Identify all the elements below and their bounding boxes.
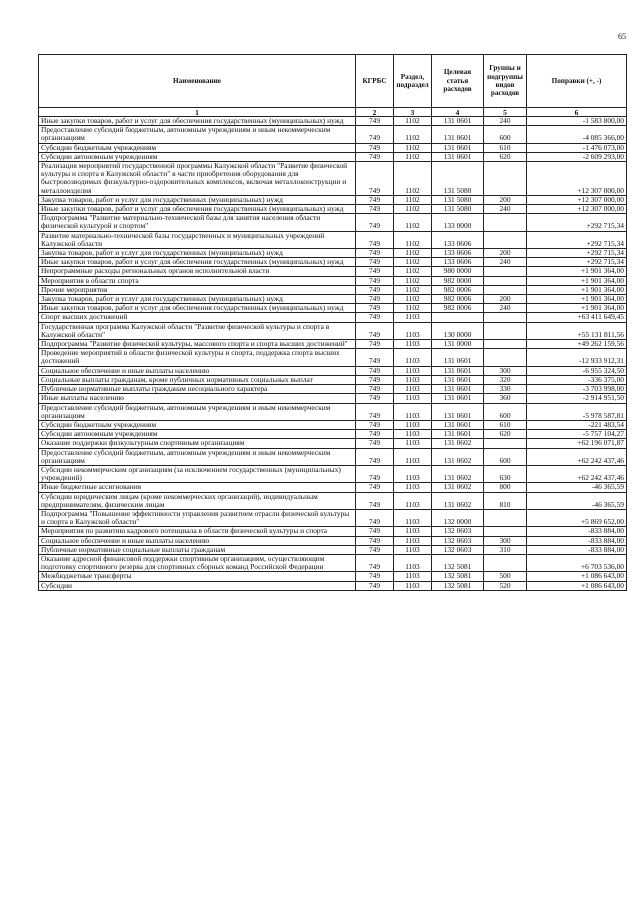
cell-expense-group [484,527,527,536]
cell-kgrbs: 749 [356,366,394,375]
cell-section: 1103 [394,349,432,366]
table-row [39,322,627,339]
table-row [39,267,627,276]
cell-expense-group: 240 [484,117,527,126]
cell-section: 1102 [394,249,432,258]
cell-name: Иные закупки товаров, работ и услуг для обеспечения государственных (муниципальных) нужд [39,205,356,214]
cell-kgrbs: 749 [356,509,394,526]
table-row [39,366,627,375]
cell-section: 1102 [394,231,432,248]
cell-amount: -833 884,00 [527,536,627,545]
cell-target-article: 131 0601 [432,403,484,420]
cell-kgrbs: 749 [356,430,394,439]
column-number: 6 [527,108,627,117]
cell-target-article: 133 0606 [432,258,484,267]
table-row [39,509,627,526]
cell-target-article: 131 0601 [432,366,484,375]
table-row [39,162,627,196]
cell-name: Иные бюджетные ассигнования [39,483,356,492]
cell-expense-group: 600 [484,403,527,420]
cell-expense-group: 800 [484,483,527,492]
cell-section: 1103 [394,366,432,375]
table-row [39,143,627,152]
cell-section: 1103 [394,483,432,492]
cell-kgrbs: 749 [356,349,394,366]
cell-amount: -2 609 293,00 [527,152,627,161]
header-section: Раздел, подраздел [394,55,432,108]
cell-section: 1102 [394,205,432,214]
cell-expense-group: 200 [484,295,527,304]
column-number: 5 [484,108,527,117]
cell-amount: +1 901 364,00 [527,267,627,276]
cell-expense-group: 200 [484,195,527,204]
cell-name: Субсидии автономным учреждениям [39,152,356,161]
cell-section: 1103 [394,322,432,339]
cell-kgrbs: 749 [356,483,394,492]
cell-section: 1103 [394,394,432,403]
cell-target-article: 132 5081 [432,572,484,581]
cell-target-article: 131 0602 [432,465,484,482]
cell-amount: -6 955 324,50 [527,366,627,375]
cell-kgrbs: 749 [356,545,394,554]
cell-expense-group: 620 [484,152,527,161]
cell-target-article: 131 0601 [432,394,484,403]
cell-expense-group: 310 [484,545,527,554]
cell-expense-group: 330 [484,385,527,394]
cell-name: Закупка товаров, работ и услуг для государственных (муниципальных) нужд [39,295,356,304]
cell-expense-group: 500 [484,572,527,581]
cell-kgrbs: 749 [356,205,394,214]
cell-expense-group [484,322,527,339]
cell-kgrbs: 749 [356,492,394,509]
cell-name: Иные закупки товаров, работ и услуг для обеспечения государственных (муниципальных) нужд [39,117,356,126]
column-number: 4 [432,108,484,117]
cell-name: Подпрограмма "Развитие физической культуры, массового спорта и спорта высших достижений" [39,340,356,349]
cell-expense-group: 810 [484,492,527,509]
cell-kgrbs: 749 [356,304,394,313]
table-row [39,492,627,509]
cell-name: Публичные нормативные социальные выплаты гражданам [39,545,356,554]
cell-target-article: 131 5080 [432,205,484,214]
cell-expense-group: 360 [484,394,527,403]
table-row [39,394,627,403]
cell-kgrbs: 749 [356,403,394,420]
cell-name: Иные выплаты населению [39,394,356,403]
cell-expense-group: 300 [484,536,527,545]
cell-target-article: 131 0602 [432,439,484,448]
cell-target-article: 982 0006 [432,304,484,313]
cell-name: Субсидии бюджетным учреждениям [39,420,356,429]
cell-target-article: 133 0000 [432,214,484,231]
cell-name: Межбюджетные трансферты [39,572,356,581]
cell-amount: -1 583 800,00 [527,117,627,126]
cell-kgrbs: 749 [356,394,394,403]
cell-kgrbs: 749 [356,385,394,394]
cell-amount: -5 757 104,27 [527,430,627,439]
cell-kgrbs: 749 [356,195,394,204]
cell-kgrbs: 749 [356,126,394,143]
cell-section: 1102 [394,162,432,196]
cell-target-article: 132 5081 [432,554,484,571]
header-expense-group: Группы и подгруппы видов расходов [484,55,527,108]
cell-expense-group: 520 [484,581,527,590]
cell-expense-group [484,214,527,231]
cell-section: 1103 [394,375,432,384]
cell-section: 1102 [394,214,432,231]
cell-section: 1103 [394,509,432,526]
cell-amount: +292 715,34 [527,231,627,248]
header-kgrbs: КГРБС [356,55,394,108]
cell-kgrbs: 749 [356,554,394,571]
table-row [39,448,627,465]
cell-target-article: 982 0006 [432,285,484,294]
cell-amount: +12 307 000,00 [527,195,627,204]
cell-name: Предоставление субсидий бюджетным, автономным учреждениям и иным некоммерческим организациям [39,403,356,420]
cell-amount: -1 476 073,00 [527,143,627,152]
cell-name: Прочие мероприятия [39,285,356,294]
cell-target-article: 132 5081 [432,581,484,590]
cell-section: 1102 [394,117,432,126]
cell-target-article: 133 0606 [432,231,484,248]
cell-expense-group [484,231,527,248]
cell-amount: -46 365,59 [527,492,627,509]
cell-amount: -5 978 587,81 [527,403,627,420]
cell-expense-group [484,340,527,349]
cell-kgrbs: 749 [356,117,394,126]
cell-section: 1102 [394,304,432,313]
cell-target-article: 131 0601 [432,152,484,161]
cell-amount: -833 884,00 [527,545,627,554]
cell-amount: +62 242 437,46 [527,465,627,482]
cell-name: Закупка товаров, работ и услуг для государственных (муниципальных) нужд [39,195,356,204]
cell-amount: +5 869 652,00 [527,509,627,526]
cell-section: 1103 [394,313,432,322]
cell-kgrbs: 749 [356,448,394,465]
cell-name: Непрограммные расходы региональных органов исполнительной власти [39,267,356,276]
header-amendments: Поправки (+, -) [527,55,627,108]
cell-amount: +12 307 000,00 [527,205,627,214]
cell-target-article: 131 0601 [432,385,484,394]
cell-section: 1102 [394,295,432,304]
cell-section: 1103 [394,545,432,554]
cell-amount: +49 262 159,56 [527,340,627,349]
cell-target-article: 131 0601 [432,375,484,384]
cell-kgrbs: 749 [356,258,394,267]
cell-expense-group: 600 [484,126,527,143]
cell-target-article: 131 5080 [432,195,484,204]
column-number: 3 [394,108,432,117]
cell-amount: +62 196 071,87 [527,439,627,448]
cell-target-article: 131 0000 [432,340,484,349]
cell-amount: -4 085 366,00 [527,126,627,143]
cell-name: Оказание поддержки физкультурным спортивным организациям [39,439,356,448]
cell-amount: +1 901 364,00 [527,295,627,304]
cell-target-article: 132 0000 [432,509,484,526]
cell-amount: -221 483,54 [527,420,627,429]
cell-section: 1103 [394,403,432,420]
cell-expense-group [484,162,527,196]
cell-kgrbs: 749 [356,313,394,322]
table-row [39,231,627,248]
cell-target-article: 131 0601 [432,420,484,429]
cell-name: Развитие материально-технической базы государственных и муниципальных учреждений Калужской области [39,231,356,248]
cell-kgrbs: 749 [356,231,394,248]
cell-name: Мероприятия по развитию кадрового потенциала в области физической культуры и спорта [39,527,356,536]
table-row [39,465,627,482]
cell-kgrbs: 749 [356,375,394,384]
cell-name: Реализация мероприятий государственной программы Калужской области "Развитие физической культуры и спорта в Калужской области" в части приобретения оборудования для быстровозводимых физкультурно-оздоровительных комплексов, включая металлоконструкции и металлоизделия [39,162,356,196]
cell-expense-group: 610 [484,143,527,152]
cell-amount: +292 715,34 [527,258,627,267]
cell-name: Социальное обеспечение и иные выплаты населению [39,366,356,375]
cell-name: Иные закупки товаров, работ и услуг для обеспечения государственных (муниципальных) нужд [39,258,356,267]
cell-amount: +63 411 649,45 [527,313,627,322]
cell-expense-group: 320 [484,375,527,384]
header-target-article: Целевая статья расходов [432,55,484,108]
cell-name: Субсидии бюджетным учреждениям [39,143,356,152]
cell-section: 1103 [394,554,432,571]
table-row [39,385,627,394]
cell-section: 1102 [394,152,432,161]
cell-kgrbs: 749 [356,581,394,590]
header-name: Наименование [39,55,356,108]
cell-section: 1103 [394,430,432,439]
page-number: 65 [618,32,626,41]
table-row [39,572,627,581]
cell-section: 1103 [394,340,432,349]
table-row [39,554,627,571]
cell-target-article: 132 0603 [432,545,484,554]
table-row [39,439,627,448]
column-number: 2 [356,108,394,117]
cell-kgrbs: 749 [356,465,394,482]
cell-expense-group: 200 [484,249,527,258]
cell-target-article [432,313,484,322]
cell-name: Социальное обеспечение и иные выплаты населению [39,536,356,545]
cell-amount: +6 703 536,00 [527,554,627,571]
cell-kgrbs: 749 [356,340,394,349]
cell-kgrbs: 749 [356,420,394,429]
cell-kgrbs: 749 [356,285,394,294]
cell-name: Субсидии некоммерческим организациям (за исключением государственных (муниципальных) учреждений) [39,465,356,482]
cell-name: Социальные выплаты гражданам, кроме публичных нормативных социальных выплат [39,375,356,384]
cell-target-article: 980 0000 [432,267,484,276]
cell-target-article: 131 0601 [432,117,484,126]
cell-kgrbs: 749 [356,295,394,304]
cell-amount: -3 703 998,00 [527,385,627,394]
cell-section: 1103 [394,581,432,590]
cell-section: 1102 [394,276,432,285]
cell-kgrbs: 749 [356,439,394,448]
cell-name: Спорт высших достижений [39,313,356,322]
cell-kgrbs: 749 [356,322,394,339]
cell-expense-group [484,554,527,571]
table-row [39,214,627,231]
cell-section: 1103 [394,536,432,545]
cell-kgrbs: 749 [356,249,394,258]
cell-expense-group [484,509,527,526]
cell-expense-group [484,439,527,448]
cell-section: 1103 [394,572,432,581]
cell-name: Проведение мероприятий в области физической культуры и спорта, поддержка спорта высших достижений [39,349,356,366]
cell-kgrbs: 749 [356,162,394,196]
cell-expense-group: 630 [484,465,527,482]
table-row [39,483,627,492]
cell-target-article: 131 0601 [432,430,484,439]
cell-amount: +62 242 437,46 [527,448,627,465]
cell-kgrbs: 749 [356,527,394,536]
column-number: 1 [39,108,356,117]
table-header-row [39,55,627,108]
cell-target-article: 133 0606 [432,249,484,258]
table-row [39,276,627,285]
cell-name: Мероприятия в области спорта [39,276,356,285]
cell-kgrbs: 749 [356,276,394,285]
cell-section: 1103 [394,492,432,509]
cell-name: Субсидии автономным учреждениям [39,430,356,439]
cell-section: 1102 [394,267,432,276]
cell-amount: +55 131 811,56 [527,322,627,339]
cell-expense-group: 600 [484,448,527,465]
cell-section: 1102 [394,195,432,204]
cell-amount: +12 307 000,00 [527,162,627,196]
cell-name: Субсидии [39,581,356,590]
cell-expense-group: 240 [484,258,527,267]
cell-amount: +1 901 364,00 [527,304,627,313]
budget-amendments-table [38,54,627,591]
cell-amount: +1 086 643,00 [527,581,627,590]
cell-kgrbs: 749 [356,536,394,545]
cell-expense-group: 240 [484,304,527,313]
cell-amount: +1 901 364,00 [527,285,627,294]
cell-amount: -12 933 912,31 [527,349,627,366]
cell-expense-group [484,313,527,322]
cell-section: 1103 [394,527,432,536]
cell-amount: +292 715,34 [527,249,627,258]
cell-section: 1103 [394,465,432,482]
cell-target-article: 132 0603 [432,527,484,536]
table-row [39,403,627,420]
cell-amount: -2 914 951,50 [527,394,627,403]
cell-expense-group [484,349,527,366]
cell-target-article: 132 0603 [432,536,484,545]
table-row [39,126,627,143]
cell-amount: +292 715,34 [527,214,627,231]
cell-section: 1103 [394,448,432,465]
cell-kgrbs: 749 [356,152,394,161]
cell-kgrbs: 749 [356,267,394,276]
cell-expense-group: 610 [484,420,527,429]
cell-section: 1102 [394,126,432,143]
cell-amount: -833 884,00 [527,527,627,536]
cell-name: Предоставление субсидий бюджетным, автономным учреждениям и иным некоммерческим организациям [39,448,356,465]
cell-section: 1102 [394,285,432,294]
cell-expense-group: 300 [484,366,527,375]
cell-target-article: 131 0601 [432,126,484,143]
cell-kgrbs: 749 [356,214,394,231]
table-row [39,527,627,536]
cell-section: 1103 [394,439,432,448]
cell-name: Закупка товаров, работ и услуг для государственных (муниципальных) нужд [39,249,356,258]
cell-expense-group: 240 [484,205,527,214]
cell-section: 1103 [394,385,432,394]
cell-target-article: 131 0601 [432,349,484,366]
cell-name: Государственная программа Калужской области "Развитие физической культуры и спорта в Калужской области" [39,322,356,339]
cell-kgrbs: 749 [356,572,394,581]
cell-target-article: 131 0602 [432,448,484,465]
cell-section: 1102 [394,258,432,267]
cell-target-article: 982 0006 [432,295,484,304]
cell-amount: -46 365,59 [527,483,627,492]
cell-amount: -336 375,00 [527,375,627,384]
cell-expense-group [484,267,527,276]
cell-name: Подпрограмма "Повышение эффективности управления развитием отрасли физической культуры и спорта в Калужской области" [39,509,356,526]
table-row [39,536,627,545]
cell-section: 1102 [394,143,432,152]
table-row [39,313,627,322]
cell-amount: +1 901 364,00 [527,276,627,285]
cell-target-article: 131 0602 [432,492,484,509]
table-row [39,349,627,366]
cell-expense-group [484,276,527,285]
table-row [39,581,627,590]
cell-name: Публичные нормативные выплаты гражданам несоциального характера [39,385,356,394]
cell-name: Иные закупки товаров, работ и услуг для обеспечения государственных (муниципальных) нужд [39,304,356,313]
cell-target-article: 131 0601 [432,143,484,152]
cell-name: Предоставление субсидий бюджетным, автономным учреждениям и иным некоммерческим организациям [39,126,356,143]
cell-name: Оказание адресной финансовой поддержки спортивным организациям, осуществляющим подготовку спортивного резерва для спортивных сборных команд Российской Федерации [39,554,356,571]
cell-target-article: 131 0602 [432,483,484,492]
cell-amount: +1 086 643,00 [527,572,627,581]
cell-expense-group: 620 [484,430,527,439]
cell-name: Подпрограмма "Развитие материально-технической базы для занятия населения области физической культурой и спортом" [39,214,356,231]
cell-section: 1103 [394,420,432,429]
cell-target-article: 131 5080 [432,162,484,196]
cell-name: Субсидии юридическим лицам (кроме некоммерческих организаций), индивидуальным предпринимателям, физическим лицам [39,492,356,509]
cell-target-article: 982 0000 [432,276,484,285]
cell-target-article: 130 0000 [432,322,484,339]
cell-kgrbs: 749 [356,143,394,152]
